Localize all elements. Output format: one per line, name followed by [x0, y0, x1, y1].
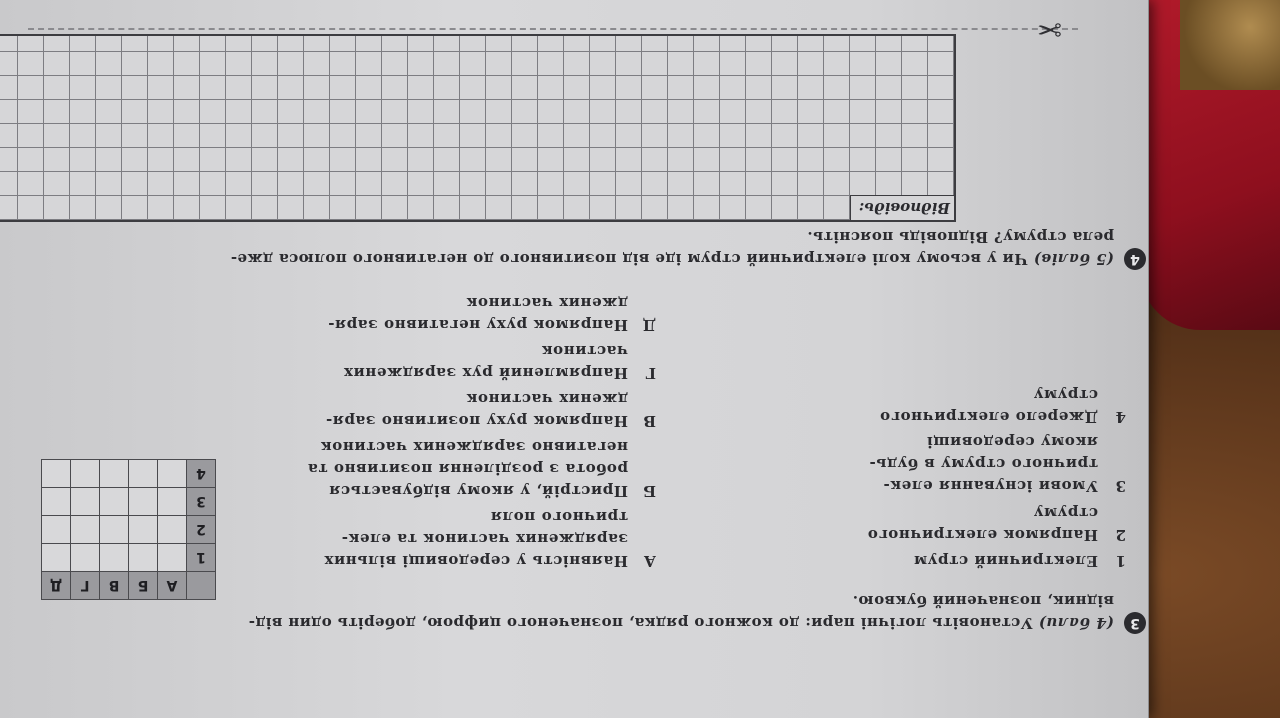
task3-answer-grid — [41, 459, 216, 600]
grid-row — [42, 488, 216, 516]
right-item-line: заряджених частинок та елек- — [341, 530, 628, 548]
grid-cell[interactable] — [129, 516, 158, 544]
grid-row — [42, 460, 216, 488]
grid-cell[interactable] — [129, 544, 158, 572]
scissors-icon: ✂ — [1036, 11, 1062, 46]
right-item-line: джених частинок — [465, 390, 628, 408]
task3-left-item-3 — [868, 431, 1126, 497]
task4-question-text: Чи у всьому колі електричний струм іде від позитивного до негативного полюса дже- — [230, 250, 1028, 268]
grid-cell[interactable] — [100, 516, 129, 544]
right-item-line: Напрямок руху позитивно заря- — [325, 412, 628, 430]
task3-number-badge: 3 — [1124, 612, 1146, 634]
grid-header-cell: Д — [42, 572, 71, 600]
grid-cell[interactable] — [42, 488, 71, 516]
left-item-line: якому середовищі — [926, 433, 1098, 451]
grid-corner — [187, 572, 216, 600]
task3-right-item-v — [325, 388, 656, 432]
left-item-key: 2 — [1114, 526, 1126, 544]
task3-left-item-1 — [913, 550, 1126, 572]
left-item-line: струму — [1033, 504, 1098, 522]
right-item-line: джених частинок — [465, 294, 628, 312]
grid-cell[interactable] — [42, 516, 71, 544]
grid-cell[interactable] — [100, 544, 129, 572]
right-item-line: Напрямок руху негативно заря- — [327, 316, 628, 334]
right-item-line: негативно заряджених частинок — [320, 438, 628, 456]
left-item-key: 4 — [1114, 408, 1126, 426]
grid-cell[interactable] — [100, 488, 129, 516]
grid-cell[interactable] — [158, 544, 187, 572]
grid-cell[interactable] — [158, 488, 187, 516]
left-item-line: тричного струму в будь- — [868, 455, 1098, 473]
right-item-key: Д — [642, 316, 656, 334]
grid-row — [42, 544, 216, 572]
right-item-key: Г — [645, 364, 656, 382]
right-item-line: Пристрій, у якому відбувається — [328, 482, 628, 500]
task3-instruction — [248, 614, 1114, 632]
grid-cell[interactable] — [42, 544, 71, 572]
grid-header-cell: Б — [129, 572, 158, 600]
left-item-key: 1 — [1114, 552, 1126, 570]
grid-cell[interactable] — [71, 460, 100, 488]
grid-cell[interactable] — [158, 460, 187, 488]
grid-header-cell: А — [158, 572, 187, 600]
grid-cell[interactable] — [42, 460, 71, 488]
task3-right-item-g — [343, 340, 656, 384]
task3-left-item-2 — [867, 502, 1126, 546]
right-item-line: Наявність у середовищі вільних — [323, 552, 628, 570]
task3-points: (4 бали) — [1038, 614, 1114, 632]
grid-row-head: 3 — [187, 488, 216, 516]
task3-right-item-b — [307, 436, 656, 502]
left-item-key: 3 — [1114, 477, 1126, 495]
grid-cell[interactable] — [129, 488, 158, 516]
task4-question-line2: рела струму? Відповідь поясніть. — [807, 228, 1114, 246]
grid-cell[interactable] — [71, 544, 100, 572]
task4-number-badge: 4 — [1124, 248, 1146, 270]
grid-cell[interactable] — [100, 460, 129, 488]
right-item-line: робота з розділення позитивно та — [307, 460, 628, 478]
task4-answer-grid-box[interactable] — [0, 34, 956, 222]
right-item-key: Б — [642, 482, 656, 500]
task3-right-item-a — [323, 506, 656, 572]
task3-right-item-d — [327, 292, 656, 336]
grid-header-cell: Г — [71, 572, 100, 600]
grid-header-row — [42, 572, 216, 600]
right-item-line: Напрямлений рух заряджених — [343, 364, 628, 382]
grid-row — [42, 516, 216, 544]
right-item-key: В — [642, 412, 656, 430]
grid-cell[interactable] — [71, 516, 100, 544]
grid-row-head: 4 — [187, 460, 216, 488]
grid-cell[interactable] — [158, 516, 187, 544]
grid-cell[interactable] — [71, 488, 100, 516]
left-item-line: Напрямок електричного — [867, 526, 1098, 544]
task3-left-item-4 — [879, 384, 1126, 428]
tan-fabric — [1180, 0, 1280, 90]
task3-instruction-line2: відник, позначений буквою. — [852, 592, 1114, 610]
grid-row-head: 1 — [187, 544, 216, 572]
task3-instruction-text: Установіть логічні пари: до кожного рядка, позначеного цифрою, доберіть один від- — [248, 614, 1033, 632]
grid-row-head: 2 — [187, 516, 216, 544]
right-item-line: тричного поля — [490, 508, 628, 526]
cut-line — [28, 28, 1078, 30]
task4-points: (5 балів) — [1033, 250, 1114, 268]
task4-question — [230, 250, 1114, 268]
right-item-key: А — [643, 552, 656, 570]
left-item-line: Умови існування елек- — [882, 477, 1098, 495]
right-item-line: частинок — [541, 342, 628, 360]
grid-cell[interactable] — [129, 460, 158, 488]
left-item-line: Джерело електричного — [879, 408, 1098, 426]
answer-label: Відповідь: — [850, 195, 954, 220]
left-item-line: струму — [1033, 386, 1098, 404]
left-item-line: Електричний струм — [913, 552, 1098, 570]
grid-header-cell: В — [100, 572, 129, 600]
